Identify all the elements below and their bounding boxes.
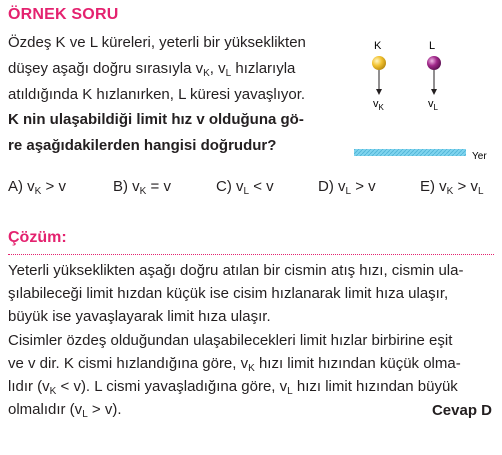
question-line-3: atıldığında K hızlanırken, L küresi yavaşlıyor. xyxy=(8,86,306,103)
option-b[interactable]: B) $v_K = v$ xyxy=(113,178,171,197)
solution-p1-line-1: Yeterli yükseklikten aşağı doğru atılan bir cismin atış hızı, cismin ula- xyxy=(8,262,464,279)
option-e[interactable]: E) $v_K > v_L$ xyxy=(420,178,484,197)
solution-title: Çözüm: xyxy=(8,229,67,246)
solution-p2-line-2: ve v dir. K cismi hızlandığına göre, $v_K$ hızı limit hızından küçük olma- xyxy=(8,355,461,374)
solution-p2-line-3: lıdır $(v_K < v)$. L cismi yavaşladığına göre, $v_L$ hızı limit hızından büyük xyxy=(8,378,458,397)
ground xyxy=(354,149,466,156)
option-d[interactable]: D) $v_L > v$ xyxy=(318,178,376,197)
physics-figure xyxy=(350,38,500,168)
velocity-k-arrowhead xyxy=(376,89,382,95)
ground-label: Yer xyxy=(472,151,487,162)
answer-label: Cevap D xyxy=(431,402,492,419)
ball-l xyxy=(427,56,441,70)
option-a[interactable]: A) $v_K > v$ xyxy=(8,178,66,197)
question-line-2: düşey aşağı doğru sırasıyla $v_K$, $v_L$ hızlarıyla xyxy=(8,60,296,79)
velocity-k-label: $v_K$ xyxy=(373,98,384,112)
example-question-title: ÖRNEK SORU xyxy=(8,6,119,23)
option-c[interactable]: C) $v_L < v$ xyxy=(216,178,274,197)
solution-p1-line-2: şılabileceği limit hızdan küçük ise cisim hızlanarak limit hıza ulaşır, xyxy=(8,285,449,302)
question-bold-line-2: re aşağıdakilerden hangisi doğrudur? xyxy=(8,137,277,154)
solution-p2-line-4: olmalıdır $(v_L > v)$. xyxy=(8,401,122,420)
solution-p2-line-1: Cisimler özdeş olduğundan ulaşabilecekleri limit hızlar birbirine eşit xyxy=(8,332,453,349)
figure-svg xyxy=(350,38,500,168)
ball-l-label: L xyxy=(429,40,436,52)
ball-k xyxy=(372,56,386,70)
question-bold-line-1: K nin ulaşabildiği limit hız v olduğuna gö- xyxy=(8,111,304,128)
solution-p1-line-3: büyük ise yavaşlayarak limit hıza ulaşır. xyxy=(8,308,271,325)
ball-k-label: K xyxy=(374,40,382,52)
velocity-l-arrowhead xyxy=(431,89,437,95)
solution-divider xyxy=(8,254,494,255)
question-line-1: Özdeş K ve L küreleri, yeterli bir yükseklikten xyxy=(8,34,306,51)
velocity-l-label: $v_L$ xyxy=(428,98,438,112)
